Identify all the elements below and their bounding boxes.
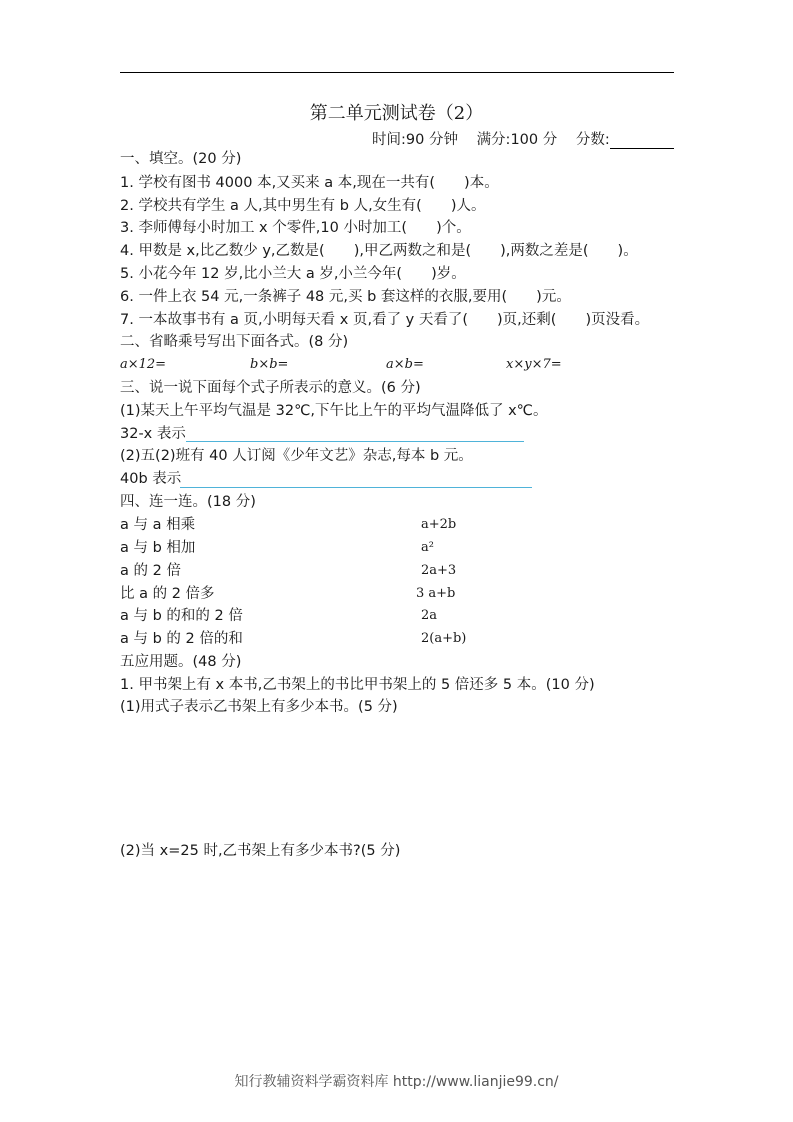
fill-item-6: 6. 一件上衣 54 元,一条裤子 48 元,买 b 套这样的衣服,要用( )元。 <box>120 289 571 305</box>
match-right-5: 2a <box>421 608 438 623</box>
match-right-3: 2a+3 <box>421 563 457 578</box>
problem-1: 1. 甲书架上有 x 本书,乙书架上的书比甲书架上的 5 倍还多 5 本。(10 分) <box>120 677 595 693</box>
section-2-heading: 二、省略乘号写出下面各式。(8 分) <box>120 334 349 350</box>
match-right-6: 2(a+b) <box>421 631 467 646</box>
expr-item-2: b×b= <box>250 357 289 372</box>
fill-item-4: 4. 甲数是 x,比乙数少 y,乙数是( ),甲乙两数之和是( ),两数之差是( )。 <box>120 243 638 259</box>
exam-time: 时间:90 分钟 <box>372 132 458 148</box>
answer-line-1[interactable] <box>186 441 524 442</box>
match-left-3: a 的 2 倍 <box>120 563 181 579</box>
match-left-6: a 与 b 的 2 倍的和 <box>120 631 243 647</box>
match-left-4: 比 a 的 2 倍多 <box>120 586 215 602</box>
exam-meta <box>372 128 688 149</box>
match-left-1: a 与 a 相乘 <box>120 517 196 533</box>
fill-item-1: 1. 学校有图书 4000 本,又买来 a 本,现在一共有( )本。 <box>120 175 499 191</box>
match-right-4: 3 a+b <box>416 586 456 601</box>
section-1-heading: 一、填空。(20 分) <box>120 151 242 167</box>
fill-item-7: 7. 一本故事书有 a 页,小明每天看 x 页,看了 y 天看了( )页,还剩( )页没看。 <box>120 312 650 328</box>
meaning-q2-expr: 40b 表示 <box>120 471 182 487</box>
page-title: 第二单元测试卷（2） <box>309 103 484 124</box>
fill-item-2: 2. 学校共有学生 a 人,其中男生有 b 人,女生有( )人。 <box>120 198 486 214</box>
fill-item-5: 5. 小花今年 12 岁,比小兰大 a 岁,小兰今年( )岁。 <box>120 266 466 282</box>
exam-full-score: 满分:100 分 <box>476 132 558 148</box>
meaning-q2: (2)五(2)班有 40 人订阅《少年文艺》杂志,每本 b 元。 <box>120 448 473 464</box>
expr-item-1: a×12= <box>120 357 167 372</box>
match-right-2: a² <box>421 540 434 555</box>
meaning-q1-expr: 32-x 表示 <box>120 426 186 442</box>
exam-score-label: 分数: <box>575 132 610 148</box>
footer-watermark: 知行教辅资料学霸资料库 http://www.lianjie99.cn/ <box>234 1074 559 1090</box>
match-left-5: a 与 b 的和的 2 倍 <box>120 608 243 624</box>
meaning-q1: (1)某天上午平均气温是 32℃,下午比上午的平均气温降低了 x℃。 <box>120 403 548 419</box>
section-4-heading: 四、连一连。(18 分) <box>120 494 256 510</box>
match-right-1: a+2b <box>421 517 457 532</box>
score-blank <box>610 132 674 149</box>
problem-1-part-2: (2)当 x=25 时,乙书架上有多少本书?(5 分) <box>120 843 401 859</box>
section-3-heading: 三、说一说下面每个式子所表示的意义。(6 分) <box>120 380 421 396</box>
problem-1-part-1: (1)用式子表示乙书架上有多少本书。(5 分) <box>120 699 398 715</box>
top-rule <box>120 72 674 73</box>
answer-line-2[interactable] <box>180 487 532 488</box>
section-5-heading: 五应用题。(48 分) <box>120 654 242 670</box>
fill-item-3: 3. 李师傅每小时加工 x 个零件,10 小时加工( )个。 <box>120 220 471 236</box>
expr-item-4: x×y×7= <box>506 357 562 372</box>
expr-item-3: a×b= <box>386 357 424 372</box>
match-left-2: a 与 b 相加 <box>120 540 196 556</box>
